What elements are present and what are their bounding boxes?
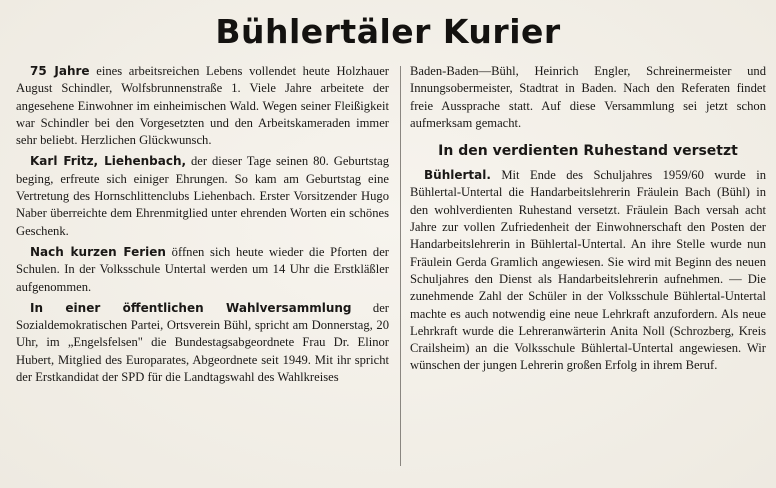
article-lead: 75 Jahre [30, 64, 90, 78]
article-headline: In den verdienten Ruhestand versetzt [438, 143, 738, 160]
article-kurzen-ferien [16, 244, 389, 296]
article-body: der Sozialdemokratischen Partei, Ortsverein Bühl, spricht am Donnerstag, 20 Uhr, im „Engelsfelsen" die Bundestagsabgeordnete Frau Dr. Elinor Hubert, Mitglied des Europarates, Abgeordnete seit 1949. Mit ihr spricht der Erstkandidat der SPD für die Landtagswahl des Wahlkreises [16, 300, 389, 385]
article-body: Mit Ende des Schuljahres 1959/60 wurde in Bühlertal-Untertal die Handarbeitslehrerin Fräulein Bach (Bühl) in den wohlverdienten Ruhestand versetzt. Fräulein Bach versah acht Jahre zur vollen Zufriedenheit der Einwohnerschaft den Posten der Handarbeitslehrerin in Bühlertal-Untertal. An ihre Stelle wurde nun Fräulein Gerda Gramlich angewiesen. Sie wird mit Beginn des neuen Schuljahres den Dienst als Handarbeitslehrerin aufnehmen. — Die zunehmende Zahl der Schüler in der Volksschule Bühlertal-Untertal machte es auch notwendig eine neue Lehrkraft anzufordern. Als neue Lehrkraft wurde die Lehreranwärterin Anita Noll (Schrozberg, Kreis Crailsheim) an die Volksschule Bühlertal-Untertal angewiesen. Wir wünschen der jungen Lehrerin großen Erfolg in ihrem Beruf. [410, 168, 766, 373]
right-column [410, 63, 766, 375]
masthead-title: Bühlertäler Kurier [215, 12, 561, 51]
article-lead: Bühlertal. [424, 168, 491, 183]
article-75-jahre [16, 63, 389, 149]
article-body: öffnen sich heute wieder die Pforten der Schulen. In der Volksschule Untertal werden um 14 Uhr die Erstkläßler aufgenommen. [16, 244, 389, 294]
article-karl-fritz [16, 153, 389, 239]
article-continuation: Baden-Baden—Bühl, Heinrich Engler, Schreinermeister und Innungsobermeister, Stadtrat in Baden. Nach den Referaten findet freie Aussprache statt. Auf diese Versammlung sei jetzt schon aufmerksam gemacht. [410, 64, 766, 130]
article-ruhestand [410, 167, 766, 375]
article-body: der dieser Tage seinen 80. Geburtstag beging, erfreute sich einiger Ehrungen. So kam am Geburtstag eine Vertretung des Hornschlittenclubs Liehenbach. Erster Vorsitzender Hugo Naber überreichte dem Ehrenmitglied unter ehrenden Worten ein schönes Geschenk. [16, 154, 389, 238]
article-lead: In einer öffentlichen Wahlversammlung [30, 300, 352, 315]
left-column [16, 63, 389, 386]
article-wahlversammlung [16, 300, 389, 386]
column-divider [400, 66, 401, 466]
article-lead: Karl Fritz, Liehenbach, [30, 154, 187, 169]
article-body: eines arbeitsreichen Lebens vollendet heute Holzhauer August Schindler, Wolfsbrunnenstraße 1. Viele Jahre arbeitete der angesehene Einwohner im einheimischen Wald. Wegen seiner Fleißigkeit war Schindler bei den Vorgesetzten und den Arbeitskameraden immer sehr beliebt. Herzlichen Glückwunsch. [16, 64, 389, 148]
article-lead: Nach kurzen Ferien [30, 244, 166, 259]
